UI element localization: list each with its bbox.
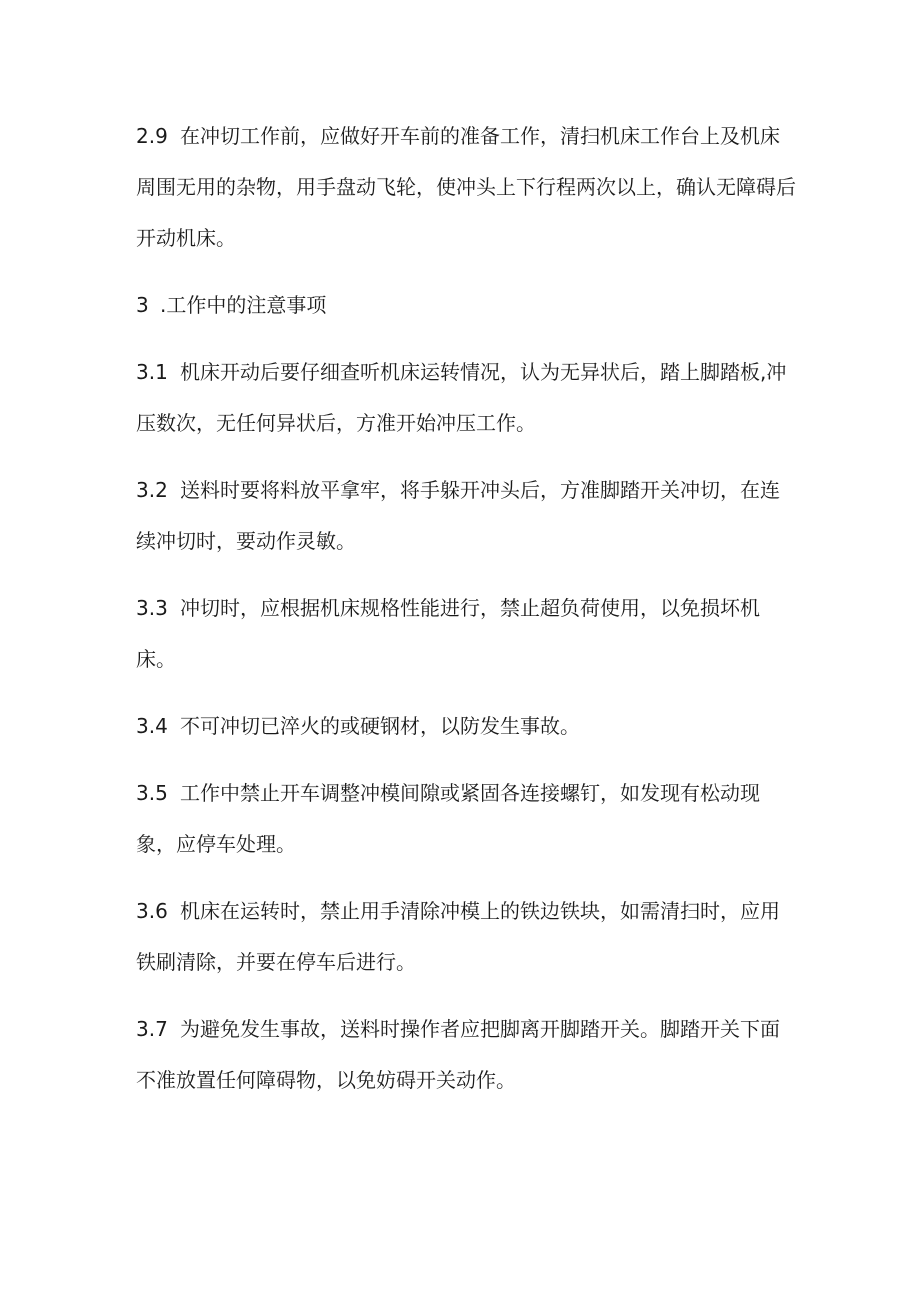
paragraph-text: 为避免发生事故，送料时操作者应把脚离开脚踏开关。脚踏开关下面不准放置任何障碍物，以免妨碍开关动作。 [136, 1017, 780, 1092]
paragraph-number: 3.7 [136, 1017, 168, 1041]
paragraph-number: 3.5 [136, 781, 168, 805]
section-title: .工作中的注意事项 [160, 293, 327, 317]
paragraph-3-4 [136, 701, 796, 752]
paragraph-text: 冲切时，应根据机床规格性能进行，禁止超负荷使用，以免损坏机床。 [136, 596, 760, 671]
paragraph-text: 在冲切工作前，应做好开车前的准备工作，清扫机床工作台上及机床周围无用的杂物，用手盘动飞轮，使冲头上下行程两次以上，确认无障碍后开动机床。 [136, 124, 796, 250]
paragraph-number: 3.3 [136, 596, 168, 620]
paragraph-number: 3.6 [136, 899, 168, 923]
paragraph-3-2 [136, 465, 796, 567]
paragraph-3-7 [136, 1004, 796, 1106]
paragraph-3-1 [136, 347, 796, 449]
paragraph-text: 不可冲切已淬火的或硬钢材，以防发生事故。 [180, 714, 580, 738]
section-number: 3 [136, 293, 149, 317]
paragraph-text: 机床在运转时，禁止用手清除冲模上的铁边铁块，如需清扫时，应用铁刷清除，并要在停车后进行。 [136, 899, 780, 974]
paragraph-text: 机床开动后要仔细查听机床运转情况，认为无异状后，踏上脚踏板,冲压数次，无任何异状后，方准开始冲压工作。 [136, 360, 787, 435]
paragraph-text: 送料时要将料放平拿牢，将手躲开冲头后，方准脚踏开关冲切，在连续冲切时，要动作灵敏。 [136, 478, 780, 553]
paragraph-number: 3.1 [136, 360, 168, 384]
paragraph-2-9 [136, 111, 796, 264]
paragraph-number: 2.9 [136, 124, 168, 148]
paragraph-3-5 [136, 768, 796, 870]
paragraph-3-3 [136, 583, 796, 685]
paragraph-3-6 [136, 886, 796, 988]
paragraph-number: 3.4 [136, 714, 168, 738]
paragraph-number: 3.2 [136, 478, 168, 502]
paragraph-text: 工作中禁止开车调整冲模间隙或紧固各连接螺钉，如发现有松动现象，应停车处理。 [136, 781, 760, 856]
document-body [136, 111, 796, 1122]
section-heading-3 [136, 280, 796, 331]
